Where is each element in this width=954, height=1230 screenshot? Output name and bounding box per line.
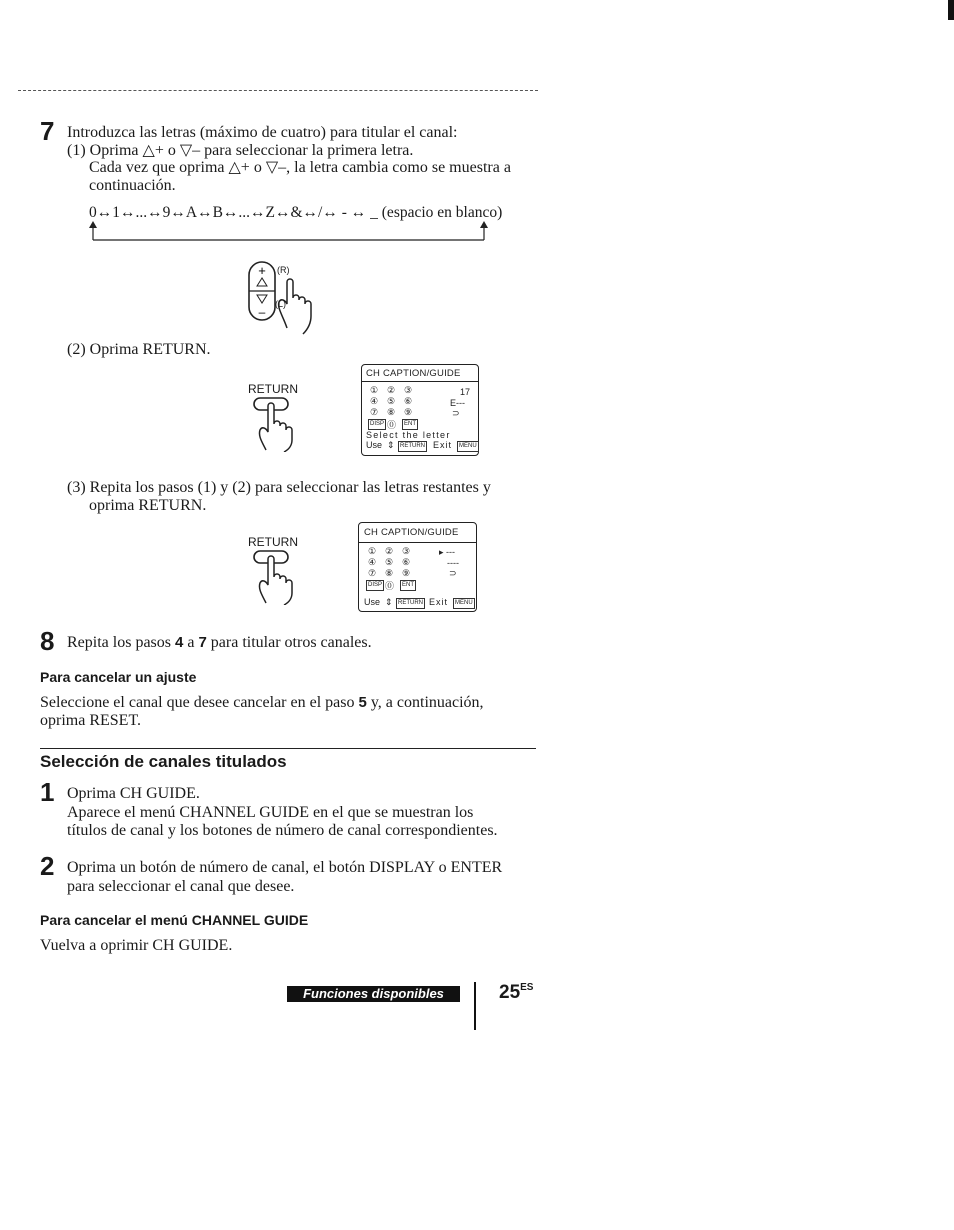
top-rule — [18, 90, 538, 91]
section-step-1-number: 1 — [40, 777, 55, 807]
osd-zero-key: ⓪ — [385, 581, 395, 591]
section-step-1-line3: títulos de canal y los botones de número de canal correspondientes. — [67, 822, 498, 839]
cancel-menu-text: Vuelva a oprimir CH GUIDE. — [40, 937, 233, 954]
step-7-sub1-line1: (1) Oprima △+ o ▽– para seleccionar la primera letra. — [67, 142, 414, 159]
osd-row-2a: ④ — [368, 557, 377, 567]
section-step-1-line1: Oprima CH GUIDE. — [67, 785, 200, 802]
step-7-sub1-line3: continuación. — [89, 177, 176, 194]
osd-row-3b: ⑧ — [387, 407, 396, 417]
osd-arrow: ▸ --- — [439, 547, 456, 557]
page-number-suffix: ES — [520, 982, 534, 993]
step-7-intro: Introduzca las letras (máximo de cuatro) para titular el canal: — [67, 124, 458, 141]
osd-row-2a: ④ — [370, 396, 379, 406]
svg-text:–: – — [258, 305, 266, 319]
step-7-sub3-line1: (3) Repita los pasos (1) y (2) para seleccionar las letras restantes y — [67, 479, 491, 496]
osd-zero-key: ⓪ — [387, 420, 397, 430]
osd-row-3c: ⑨ — [404, 407, 413, 417]
footer-divider — [474, 982, 476, 1030]
osd-row-3a: ⑦ — [368, 568, 377, 578]
osd-row-2c: ⑥ — [402, 557, 411, 567]
step-8-text-a: Repita los pasos — [67, 634, 175, 651]
top-right-mark — [948, 0, 954, 20]
svg-text:+: + — [258, 263, 266, 278]
osd-disp-key: DISP — [366, 580, 384, 591]
osd-entry: E--- — [450, 398, 465, 408]
cancel-menu-heading: Para cancelar el menú CHANNEL GUIDE — [40, 912, 309, 928]
osd-updown-icon: ⇕ — [387, 440, 395, 450]
step-8-text-b: a — [183, 634, 199, 651]
osd-caption-guide-1 — [361, 364, 479, 456]
cancel-setting-line1-a: Seleccione el canal que desee cancelar en el paso — [40, 694, 359, 711]
cancel-setting-ref-5: 5 — [358, 694, 367, 711]
osd-return-key: RETURN — [398, 441, 427, 452]
cancel-setting-heading: Para cancelar un ajuste — [40, 669, 197, 685]
return-button-hand-icon-2 — [250, 549, 300, 605]
step-7-sub1-line2: Cada vez que oprima △+ o ▽–, la letra cambia como se muestra a — [89, 159, 511, 176]
osd-updown-icon: ⇕ — [385, 597, 393, 607]
osd-row-1a: ① — [368, 546, 377, 556]
page-number-value: 25 — [499, 982, 521, 1003]
osd-title-rule — [359, 542, 476, 543]
character-sequence: 0↔1↔...↔9↔A↔B↔...↔Z↔&↔/↔ - ↔ _ (espacio en blanco) — [89, 204, 503, 221]
osd-row-1: ① — [370, 385, 379, 395]
step-8-ref-4: 4 — [175, 634, 184, 651]
return-label-1: RETURN — [248, 382, 298, 396]
osd-row-3c: ⑨ — [402, 568, 411, 578]
osd-exit-text: Exit — [429, 597, 449, 607]
step-8-number: 8 — [40, 626, 55, 656]
cancel-setting-line2: oprima RESET. — [40, 712, 142, 729]
osd-row-1c: ③ — [402, 546, 411, 556]
osd-row-1b: ② — [385, 546, 394, 556]
osd-title-rule — [362, 381, 478, 382]
section-step-1-line2: Aparece el menú CHANNEL GUIDE en el que se muestran los — [67, 804, 474, 821]
osd-caption-guide-2 — [358, 522, 477, 612]
osd-ent-key: ENT — [402, 419, 418, 430]
section-step-2-line1: Oprima un botón de número de canal, el botón DISPLAY o ENTER — [67, 859, 503, 876]
osd-row-2b: ⑤ — [385, 557, 394, 567]
osd-title: CH CAPTION/GUIDE — [364, 527, 459, 538]
section-step-2-number: 2 — [40, 851, 55, 881]
osd-title: CH CAPTION/GUIDE — [366, 368, 461, 379]
osd-select-text: Select the letter — [366, 430, 451, 440]
osd-use-text: Use — [366, 440, 383, 450]
sequence-loop-arrow — [88, 220, 488, 242]
osd-channel-number: 17 — [460, 387, 471, 397]
osd-menu-key: MENU — [457, 441, 479, 452]
osd-return-key: RETURN — [396, 598, 425, 609]
step-7-number: 7 — [40, 116, 55, 146]
osd-pointer: ⊃ — [452, 408, 460, 418]
step-7-sub2: (2) Oprima RETURN. — [67, 341, 211, 358]
osd-exit-text: Exit — [433, 440, 453, 450]
osd-disp-key: DISP — [368, 419, 386, 430]
osd-row-3b: ⑧ — [385, 568, 394, 578]
step-8-text-c: para titular otros canales. — [206, 634, 372, 651]
osd-ent-key: ENT — [400, 580, 416, 591]
step-7-sub3-line2: oprima RETURN. — [89, 497, 207, 514]
osd-use-text: Use — [364, 597, 381, 607]
section-rule — [40, 748, 536, 749]
footer-section-tab: Funciones disponibles — [287, 986, 460, 1002]
osd-dashes: ---- — [447, 558, 459, 568]
return-button-hand-icon-1 — [250, 396, 300, 452]
section-step-2-line2: para seleccionar el canal que desee. — [67, 878, 295, 895]
osd-row-1b: ② — [387, 385, 396, 395]
osd-row-1c: ③ — [404, 385, 413, 395]
page-number — [499, 982, 533, 1004]
return-label-2: RETURN — [248, 535, 298, 549]
step-8-ref-7: 7 — [198, 634, 207, 651]
osd-row-2c: ⑥ — [404, 396, 413, 406]
step-8-text — [67, 633, 372, 652]
remote-label-l: (L) — [275, 299, 286, 309]
osd-row-2b: ⑤ — [387, 396, 396, 406]
cancel-setting-line1-b: y, a continuación, — [366, 694, 484, 711]
section-title: Selección de canales titulados — [40, 752, 287, 771]
remote-label-r: (R) — [277, 265, 290, 275]
osd-row-3a: ⑦ — [370, 407, 379, 417]
osd-menu-key: MENU — [453, 598, 475, 609]
osd-pointer: ⊃ — [449, 568, 457, 578]
cancel-setting-line1 — [40, 693, 484, 712]
